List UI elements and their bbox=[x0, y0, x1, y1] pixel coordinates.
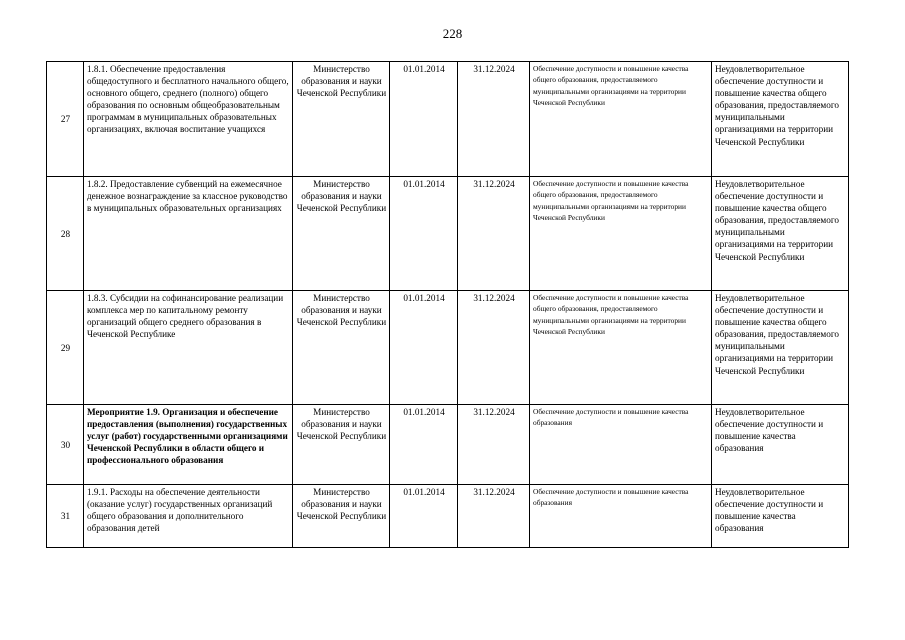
row-number: 30 bbox=[60, 439, 71, 450]
start-date-cell bbox=[390, 405, 458, 485]
end-date: 31.12.2024 bbox=[473, 407, 515, 417]
row-number-cell bbox=[47, 177, 84, 291]
end-date-cell bbox=[458, 405, 530, 485]
start-date-cell bbox=[390, 177, 458, 291]
activity-name: 1.8.2. Предоставление субвенций на ежемесячное денежное вознаграждение за классное руководство в муниципальных образовательных организациях bbox=[87, 179, 288, 214]
expected-result: Обеспечение доступности и повышение качества образования bbox=[533, 487, 689, 508]
end-date-cell bbox=[458, 177, 530, 291]
expected-result: Обеспечение доступности и повышение качества общего образования, предоставляемого муниципальными организациями на территории Чеченской Республики bbox=[533, 179, 689, 223]
responsible-executor-cell bbox=[293, 485, 390, 548]
responsible-executor: Министерство образования и науки Чеченской Республики bbox=[296, 407, 387, 442]
page-number: 228 bbox=[442, 26, 463, 41]
expected-result-cell bbox=[530, 62, 712, 177]
responsible-executor-cell bbox=[293, 405, 390, 485]
end-date-cell bbox=[458, 485, 530, 548]
activity-name: Мероприятие 1.9. Организация и обеспечение предоставления (выполнения) государственных услуг (работ) государственными организациями Чеченской Республики в области общего и профессионального образования bbox=[87, 407, 288, 466]
start-date-cell bbox=[390, 62, 458, 177]
activity-name-cell bbox=[84, 485, 293, 548]
consequence-of-non-implementation-cell bbox=[712, 405, 849, 485]
end-date-cell bbox=[458, 62, 530, 177]
consequence-of-non-implementation-cell bbox=[712, 62, 849, 177]
row-number-cell bbox=[47, 62, 84, 177]
start-date-cell bbox=[390, 485, 458, 548]
start-date: 01.01.2014 bbox=[403, 64, 445, 74]
start-date: 01.01.2014 bbox=[403, 407, 445, 417]
start-date-cell bbox=[390, 291, 458, 405]
end-date-cell bbox=[458, 291, 530, 405]
end-date: 31.12.2024 bbox=[473, 179, 515, 189]
responsible-executor-cell bbox=[293, 62, 390, 177]
activity-name: 1.8.3. Субсидии на софинансирование реализации комплекса мер по капитальному ремонту организаций общего среднего образования в Чеченской Республике bbox=[87, 293, 284, 340]
responsible-executor-cell bbox=[293, 177, 390, 291]
row-number-cell bbox=[47, 405, 84, 485]
consequence-of-non-implementation-cell bbox=[712, 177, 849, 291]
activity-name: 1.8.1. Обеспечение предоставления общедоступного и бесплатного начального общего, основного общего, среднего (полного) общего образования по основным общеобразовательным программам в муниципальных образовательных организациях, включая воспитание учащихся bbox=[87, 64, 289, 135]
table-row bbox=[47, 485, 849, 548]
expected-result-cell bbox=[530, 177, 712, 291]
activity-name-cell bbox=[84, 177, 293, 291]
table-row bbox=[47, 405, 849, 485]
row-number-cell bbox=[47, 291, 84, 405]
end-date: 31.12.2024 bbox=[473, 64, 515, 74]
consequence-of-non-implementation-cell bbox=[712, 485, 849, 548]
end-date: 31.12.2024 bbox=[473, 293, 515, 303]
table-row bbox=[47, 177, 849, 291]
consequence-of-non-implementation: Неудовлетворительное обеспечение доступности и повышение качества образования bbox=[715, 407, 824, 454]
activity-name-cell bbox=[84, 62, 293, 177]
activity-name-cell bbox=[84, 405, 293, 485]
activity-name-cell bbox=[84, 291, 293, 405]
program-activities-table bbox=[46, 61, 849, 548]
start-date: 01.01.2014 bbox=[403, 293, 445, 303]
responsible-executor: Министерство образования и науки Чеченской Республики bbox=[296, 293, 387, 328]
end-date: 31.12.2024 bbox=[473, 487, 515, 497]
responsible-executor: Министерство образования и науки Чеченской Республики bbox=[296, 487, 387, 522]
expected-result-cell bbox=[530, 291, 712, 405]
expected-result: Обеспечение доступности и повышение качества образования bbox=[533, 407, 689, 428]
expected-result-cell bbox=[530, 485, 712, 548]
consequence-of-non-implementation: Неудовлетворительное обеспечение доступности и повышение качества общего образования, предоставляемого муниципальными организациями на территории Чеченской Республики bbox=[715, 179, 839, 262]
row-number: 28 bbox=[60, 228, 71, 239]
activity-name: 1.9.1. Расходы на обеспечение деятельности (оказание услуг) государственных организаций общего образования и дополнительного образования детей bbox=[87, 487, 273, 534]
expected-result-cell bbox=[530, 405, 712, 485]
responsible-executor-cell bbox=[293, 291, 390, 405]
expected-result: Обеспечение доступности и повышение качества общего образования, предоставляемого муниципальными организациями на территории Чеченской Республики bbox=[533, 293, 689, 337]
consequence-of-non-implementation: Неудовлетворительное обеспечение доступности и повышение качества общего образования, предоставляемого муниципальными организациями на территории Чеченской Республики bbox=[715, 293, 839, 376]
consequence-of-non-implementation: Неудовлетворительное обеспечение доступности и повышение качества общего образования, предоставляемого муниципальными организациями на территории Чеченской Республики bbox=[715, 64, 839, 147]
expected-result: Обеспечение доступности и повышение качества общего образования, предоставляемого муниципальными организациями на территории Чеченской Республики bbox=[533, 64, 689, 108]
row-number: 27 bbox=[60, 114, 71, 125]
consequence-of-non-implementation-cell bbox=[712, 291, 849, 405]
start-date: 01.01.2014 bbox=[403, 179, 445, 189]
table-row bbox=[47, 62, 849, 177]
row-number: 29 bbox=[60, 342, 71, 353]
responsible-executor: Министерство образования и науки Чеченской Республики bbox=[296, 64, 387, 99]
row-number: 31 bbox=[60, 511, 71, 522]
consequence-of-non-implementation: Неудовлетворительное обеспечение доступности и повышение качества образования bbox=[715, 487, 824, 534]
responsible-executor: Министерство образования и науки Чеченской Республики bbox=[296, 179, 387, 214]
row-number-cell bbox=[47, 485, 84, 548]
start-date: 01.01.2014 bbox=[403, 487, 445, 497]
table-row bbox=[47, 291, 849, 405]
